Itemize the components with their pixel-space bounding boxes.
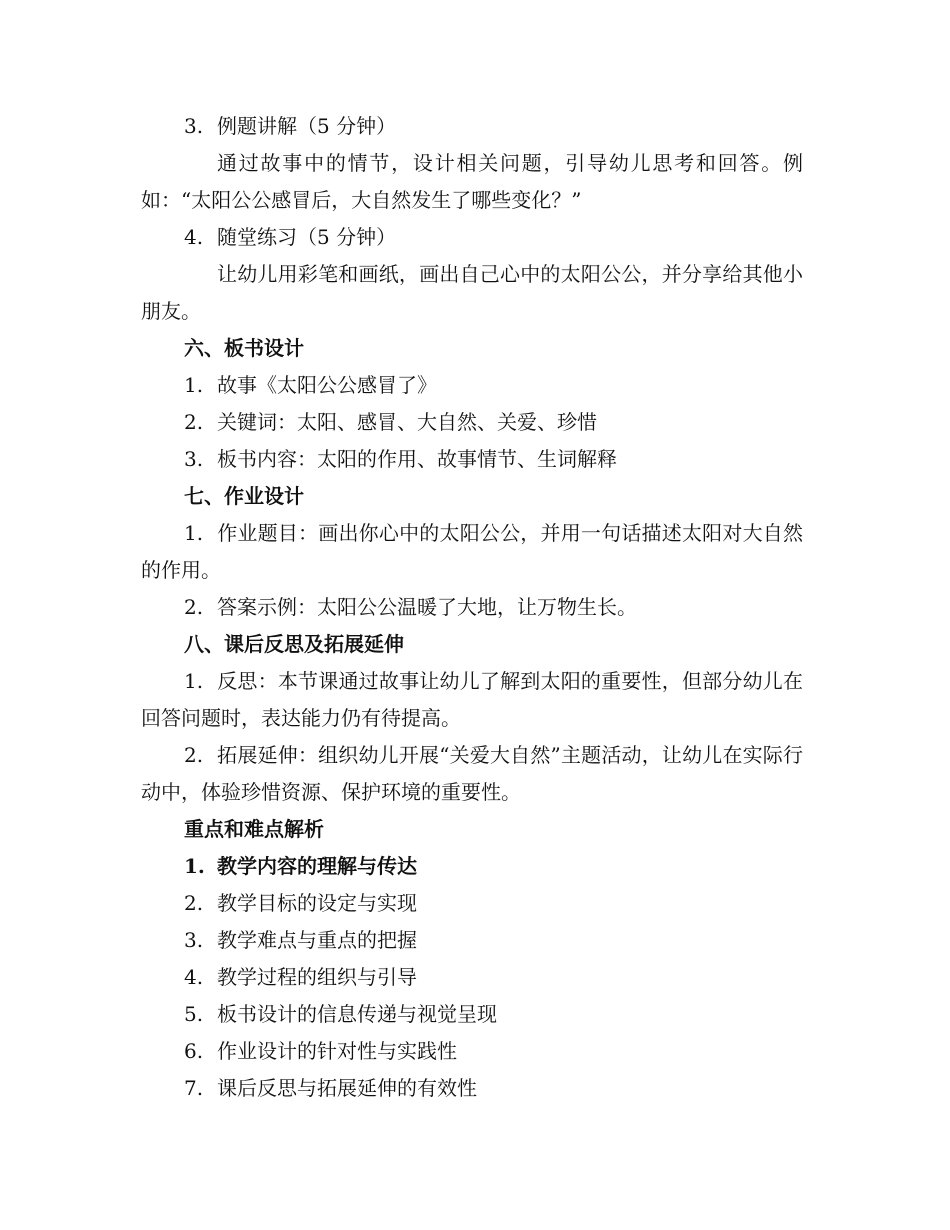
- item-text: 教学内容的理解与传达: [217, 854, 417, 878]
- item-number: 2.: [184, 891, 204, 915]
- item-number: 3.: [184, 928, 204, 952]
- item-text: 教学目标的设定与实现: [217, 891, 417, 915]
- paragraph: 让幼儿用彩笔和画纸，画出自己心中的太阳公公，并分享给其他小朋友。: [141, 262, 803, 323]
- item-text: 反思：本节课通过故事让幼儿了解到太阳的重要性，但部分幼儿在回答问题时，表达能力仍有待提高。: [141, 669, 803, 730]
- list-item: [141, 219, 803, 256]
- list-item: [141, 1033, 803, 1070]
- item-text: 板书设计的信息传递与视觉呈现: [217, 1002, 497, 1026]
- list-item: [141, 996, 803, 1033]
- item-number: 7.: [184, 1076, 204, 1100]
- list-item: [141, 959, 803, 996]
- item-text: 作业设计的针对性与实践性: [217, 1039, 457, 1063]
- list-item: [141, 108, 803, 145]
- document-body: [141, 108, 803, 1107]
- section-heading: 七、作业设计: [184, 484, 304, 508]
- numbered-paragraph: [141, 663, 803, 737]
- list-item: [141, 589, 803, 626]
- item-text: 故事《太阳公公感冒了》: [217, 373, 437, 397]
- list-item: [141, 922, 803, 959]
- item-number: 5.: [184, 1002, 204, 1026]
- list-item: [141, 848, 803, 885]
- item-text: 作业题目：画出你心中的太阳公公，并用一句话描述太阳对大自然的作用。: [141, 521, 803, 582]
- item-number: 1.: [184, 521, 204, 545]
- item-number: 3.: [184, 114, 204, 138]
- section-heading: 重点和难点解析: [184, 817, 324, 841]
- numbered-paragraph: [141, 515, 803, 589]
- item-text: 随堂练习（5 分钟）: [217, 225, 397, 249]
- item-number: 4.: [184, 225, 204, 249]
- list-item: [141, 404, 803, 441]
- item-number: 2.: [184, 743, 204, 767]
- section-heading: 六、板书设计: [184, 336, 304, 360]
- item-text: 关键词：太阳、感冒、大自然、关爱、珍惜: [217, 410, 597, 434]
- item-number: 2.: [184, 410, 204, 434]
- item-number: 3.: [184, 447, 204, 471]
- list-item: [141, 885, 803, 922]
- item-text: 拓展延伸：组织幼儿开展“关爱大自然”主题活动，让幼儿在实际行动中，体验珍惜资源、保护环境的重要性。: [141, 743, 803, 804]
- item-text: 教学难点与重点的把握: [217, 928, 417, 952]
- list-item: [141, 441, 803, 478]
- section-heading: 八、课后反思及拓展延伸: [184, 632, 404, 656]
- item-text: 板书内容：太阳的作用、故事情节、生词解释: [217, 447, 617, 471]
- item-number: 1.: [184, 854, 205, 878]
- item-text: 例题讲解（5 分钟）: [217, 114, 397, 138]
- item-number: 1.: [184, 373, 204, 397]
- list-item: [141, 1070, 803, 1107]
- paragraph: 通过故事中的情节，设计相关问题，引导幼儿思考和回答。例如：“太阳公公感冒后，大自然发生了哪些变化？”: [141, 151, 803, 212]
- item-number: 4.: [184, 965, 204, 989]
- item-text: 答案示例：太阳公公温暖了大地，让万物生长。: [217, 595, 637, 619]
- list-item: [141, 367, 803, 404]
- item-number: 6.: [184, 1039, 204, 1063]
- numbered-paragraph: [141, 737, 803, 811]
- item-number: 2.: [184, 595, 204, 619]
- item-text: 课后反思与拓展延伸的有效性: [217, 1076, 477, 1100]
- item-text: 教学过程的组织与引导: [217, 965, 417, 989]
- item-number: 1.: [184, 669, 204, 693]
